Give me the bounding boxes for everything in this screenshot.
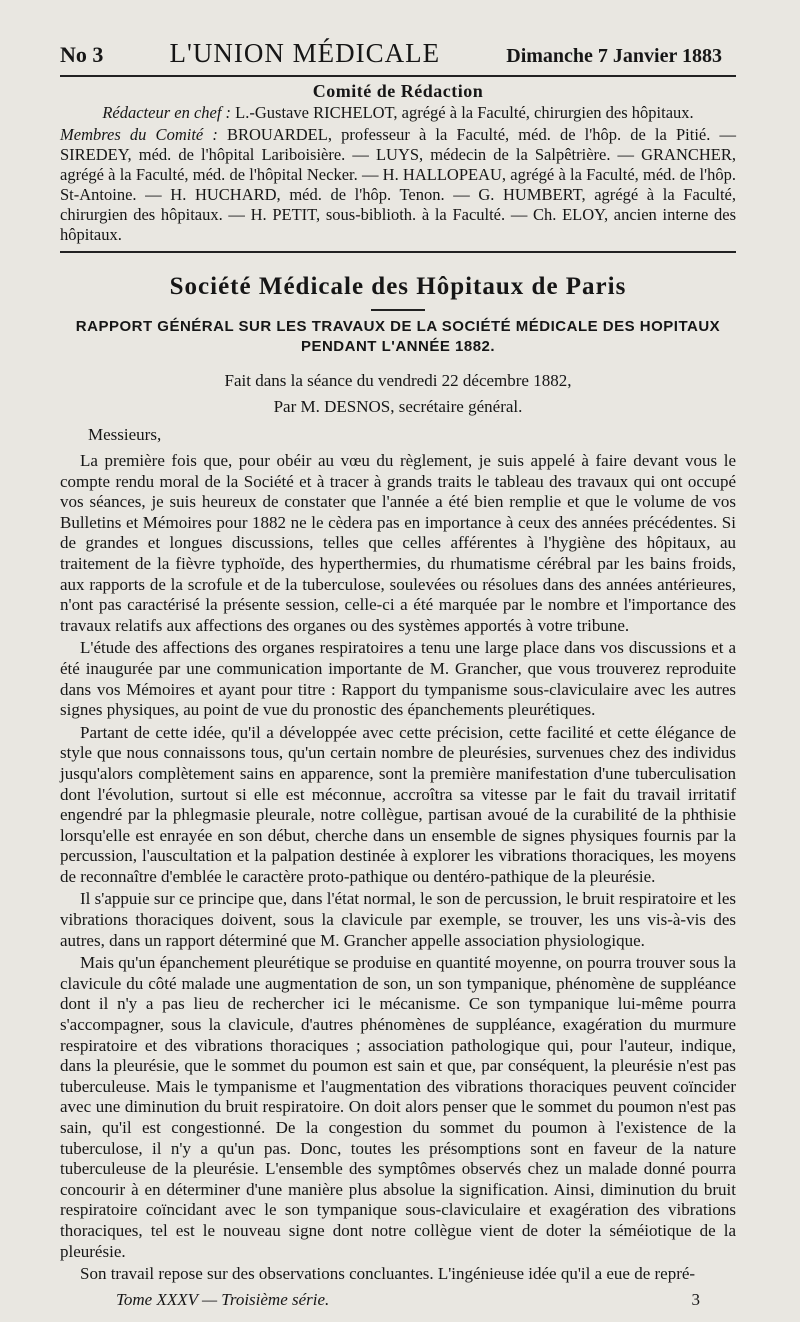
society-title: Société Médicale des Hôpitaux de Paris: [169, 273, 627, 300]
paragraph: La première fois que, pour obéir au vœu du règlement, je suis appelé à faire devant vous le compte rendu moral de la Société et à tracer à grands traits le tableau des travaux qui ont occupé vos séances, je suis heureux de constater que l'année a été bien remplie et que le volume de vos Bulletins et Mémoires pour 1882 ne le cèdera pas en importance à ceux des années précédentes. Si de grandes et longues discussions, telles que celles afférentes à l'hygiène des hôpitaux, au traitement de la fièvre typhoïde, des hyperthermies, du rhumatisme cérébral par les bains froids, aux rapports de la scrofule et de la tuberculose, soulevées ou résolues dans des années antérieures, n'ont pas caractérisé la présente session, celle-ci a été marquée par le nombre et l'importance des travaux relatifs aux affections des organes ou des systèmes apportés à votre tribune.: [60, 451, 736, 635]
chief-label: Rédacteur en chef :: [102, 103, 232, 122]
committee-members: [60, 125, 736, 245]
paragraph: Mais qu'un épanchement pleurétique se produise en quantité moyenne, on pourra trouver sous la clavicule du côté malade une augmentation de son, un son tympanique, phénomène de suppléance dont il n'y a pas lieu de rechercher ici le mécanisme. Ce son tympanique lui-même pourra s'accompagner, sous la clavicule, d'autres phénomènes de suppléance, exagération du murmure respiratoire et des vibrations thoraciques ; association pathologique qui, pour l'auteur, indique, dans la pleurésie, que le sommet du poumon est sain et que, par conséquent, la pleurésie n'est pas tuberculeuse. Mais le tympanisme et l'augmentation des vibrations thoraciques peuvent coïncider avec une diminution du bruit respiratoire. On doit alors penser que le sommet du poumon n'est pas sain, qu'il est congestionné. De la congestion du sommet du poumon à l'existence de la tuberculose, il n'y a qu'un pas. Donc, toutes les présomptions sont en faveur de la nature tuberculeuse de la pleurésie. L'ensemble des symptômes observés chez un malade donné pourra concourir à en déterminer d'une manière plus absolue la signification. Ainsi, diminution du bruit respiratoire coïncidant avec le son tympanique sous-claviculaire et exagération des vibrations thoraciques, tel est le nouveau signe dont notre collègue vient de doter la séméiotique de la pleurésie.: [60, 953, 736, 1261]
paragraph: L'étude des affections des organes respiratoires a tenu une large place dans vos discussions et a été inaugurée par une communication importante de M. Grancher, que vous trouverez reproduite dans vos Mémoires et ayant pour titre : Rapport du tympanisme sous-claviculaire avec les autres signes physiques, au point de vue du pronostic des épanchements pleurétiques.: [60, 638, 736, 720]
report-title-line-2: PENDANT L'ANNÉE 1882.: [300, 338, 496, 355]
page-number: 3: [691, 1290, 700, 1309]
salutation: Messieurs,: [88, 425, 162, 444]
author-line: Par M. DESNOS, secrétaire général.: [273, 397, 523, 416]
members-label: Membres du Comité :: [60, 125, 218, 144]
journal-title: L'UNION MÉDICALE: [169, 38, 441, 68]
article-body: [60, 451, 736, 1285]
title-rule: [371, 309, 425, 311]
paragraph: Il s'appuie sur ce principe que, dans l'état normal, le son de percussion, le bruit respiratoire et les vibrations thoraciques doivent, sous la clavicule par exemple, se trouver, les uns vis-à-vis des autres, dans un rapport déterminé que M. Grancher appelle association physiologique.: [60, 889, 736, 950]
committee-title: Comité de Rédaction: [312, 81, 484, 101]
header-rule: [60, 251, 736, 253]
report-title-line-1: RAPPORT GÉNÉRAL SUR LES TRAVAUX DE LA SOCIÉTÉ MÉDICALE DES HOPITAUX: [75, 318, 721, 335]
page-footer: [116, 1290, 700, 1310]
chief-name: L.-Gustave RICHELOT, agrégé à la Faculté, chirurgien des hôpitaux.: [235, 103, 694, 122]
issue-number: No 3: [60, 42, 104, 67]
paragraph: Partant de cette idée, qu'il a développée avec cette précision, cette facilité et cette élégance de style que nous connaissons tous, qu'un certain nombre de pleurésies, survenues chez des individus jusqu'alors complètement sains en apparence, sont la première manifestation d'une tuberculisation dont l'évolution, surtout si elle est méconnue, accroîtra sa vitesse par le fait du travail irritatif engendré par la phlegmasie pleurale, notre collègue, partisan avoué de la curabilité de la phthisie lorsqu'elle est enrayée en son début, cherche dans un ensemble de signes physiques fournis par la percussion, l'auscultation et la palpation destinée à explorer les vibrations thoraciques, les moyens de reconnaître d'emblée le caractère proto-pathique ou dentéro-pathique de la pleurésie.: [60, 722, 736, 886]
volume-series: Tome XXXV — Troisième série.: [116, 1290, 330, 1309]
masthead: [60, 30, 736, 77]
session-line: Fait dans la séance du vendredi 22 décembre 1882,: [224, 371, 572, 390]
chief-editor: [60, 103, 736, 123]
members-list: BROUARDEL, professeur à la Faculté, méd. de l'hôp. de la Pitié. — SIREDEY, méd. de l'hôpital Lariboisière. — LUYS, médecin de la Salpêtrière. — GRANCHER, agrégé à la Faculté, méd. de l'hôpital Necker. — H. HALLOPEAU, agrégé à la Faculté, méd. de l'hôp. St-Antoine. — H. HUCHARD, méd. de l'hôp. Tenon. — G. HUMBERT, agrégé à la Faculté, chirurgien des hôpitaux. — H. PETIT, sous-biblioth. à la Faculté. — Ch. ELOY, ancien interne des hôpitaux.: [60, 125, 736, 244]
paragraph: Son travail repose sur des observations concluantes. L'ingénieuse idée qu'il a eue de repré-: [80, 1264, 696, 1284]
editorial-committee: [60, 81, 736, 245]
issue-date: Dimanche 7 Janvier 1883: [506, 45, 722, 67]
